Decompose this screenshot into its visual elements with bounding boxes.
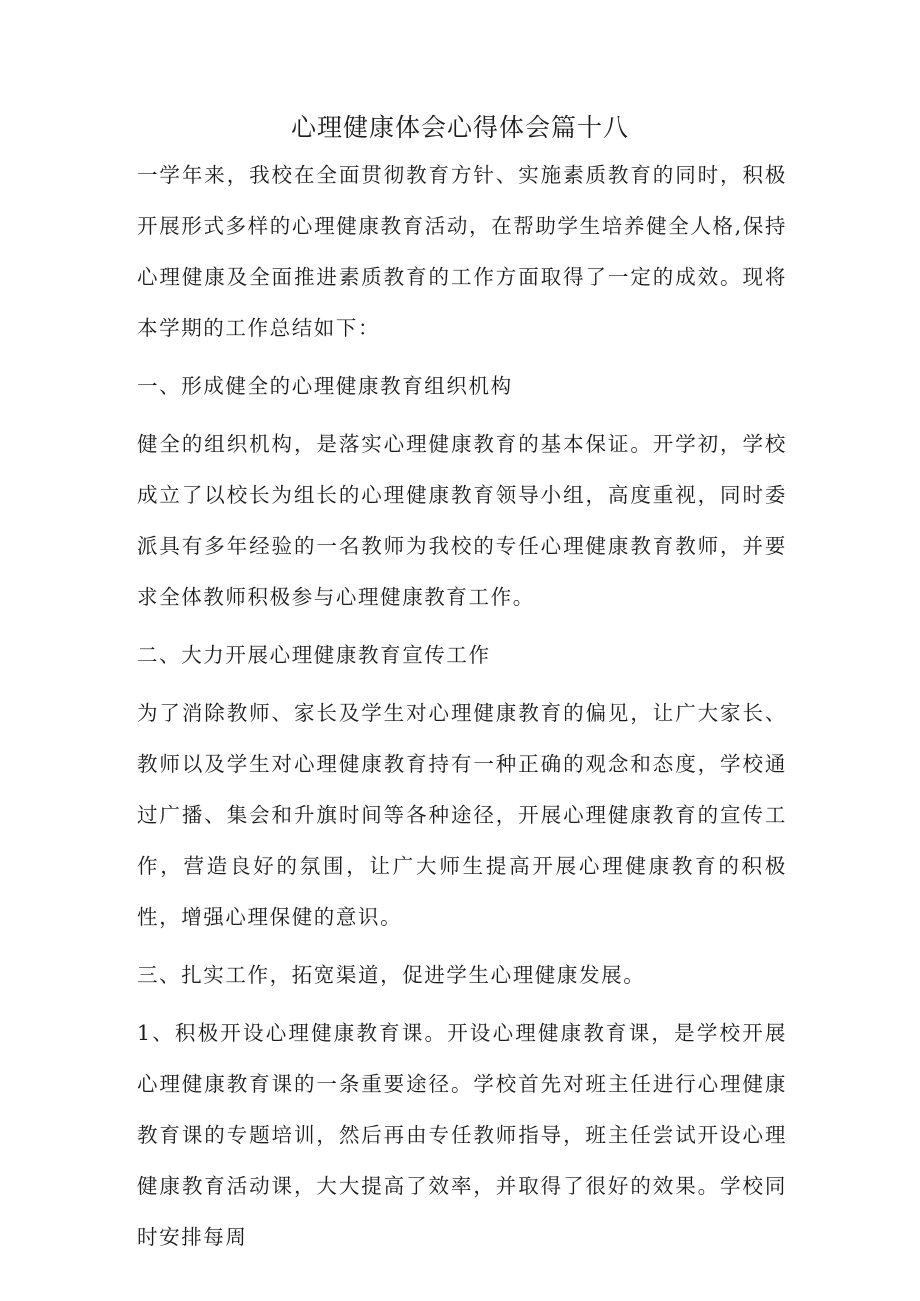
paragraph-gap (137, 623, 787, 630)
paragraph-gap (137, 681, 787, 688)
section-3-item-1-paragraph: 1、积极开设心理健康教育课。开设心理健康教育课，是学校开展心理健康教育课的一条重要途径。学校首先对班主任进行心理健康教育课的专题培训，然后再由专任教师指导，班主任尝试开设心理健康教育活动课，大大提高了效率，并取得了很好的效果。学校同时安排每周 (137, 1021, 787, 1249)
section-3-heading: 三、扎实工作，拓宽渠道，促进学生心理健康发展。 (137, 963, 646, 987)
intro-paragraph: 一学年来，我校在全面贯彻教育方针、实施素质教育的同时，积极开展形式多样的心理健康教育活动，在帮助学生培养健全人格,保持心理健康及全面推进素质教育的工作方面取得了一定的成效。现将本学期的工作总结如下： (137, 163, 787, 340)
paragraph-gap (137, 354, 787, 361)
paragraph-gap (137, 943, 787, 950)
paragraph-gap (137, 412, 787, 419)
document-body (137, 150, 787, 1263)
paragraph-gap (137, 1001, 787, 1008)
document-title: 心理健康体会心得体会篇十八 (290, 113, 629, 142)
section-2-heading: 二、大力开展心理健康教育宣传工作 (137, 643, 491, 667)
section-1-paragraph: 健全的组织机构，是落实心理健康教育的基本保证。开学初，学校成立了以校长为组长的心理健康教育领导小组，高度重视，同时委派具有多年经验的一名教师为我校的专任心理健康教育教师，并要求全体教师积极参与心理健康教育工作。 (137, 432, 787, 609)
section-2-paragraph: 为了消除教师、家长及学生对心理健康教育的偏见，让广大家长、教师以及学生对心理健康教育持有一种正确的观念和态度，学校通过广播、集会和升旗时间等各种途径，开展心理健康教育的宣传工作，营造良好的氛围，让广大师生提高开展心理健康教育的积极性，增强心理保健的意识。 (137, 701, 787, 929)
section-1-heading: 一、形成健全的心理健康教育组织机构 (137, 374, 513, 398)
